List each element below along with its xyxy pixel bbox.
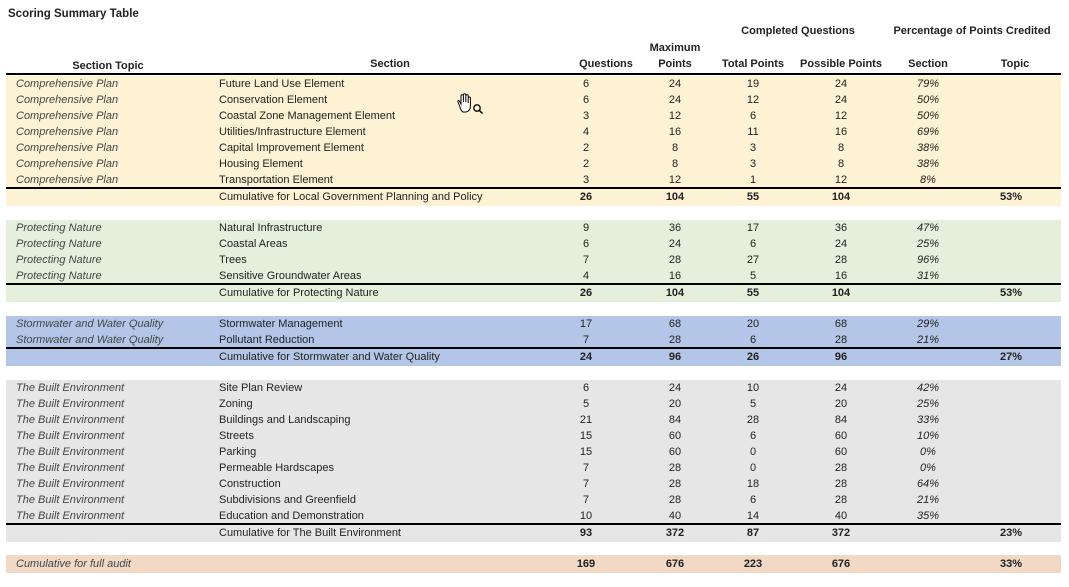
row-total-points: 6 [749,430,757,442]
row-max-points: 12 [668,110,682,122]
table-row [6,76,1061,92]
row-section: Trees [219,254,247,266]
cumulative-total-points: 55 [746,287,760,299]
table-row [6,236,1061,252]
table-title: Scoring Summary Table [8,8,139,20]
row-questions: 6 [582,382,590,394]
row-questions: 6 [582,238,590,250]
row-questions: 7 [582,494,590,506]
table-row [6,172,1061,188]
row-possible-points: 68 [834,318,848,330]
cumulative-total-points: 26 [746,351,760,363]
cumulative-possible-points: 104 [831,191,851,203]
header-maximum: Maximum [649,42,701,54]
row-max-points: 28 [668,494,682,506]
cumulative-label: Cumulative for The Built Environment [219,527,401,539]
header-total-points: Total Points [721,58,785,70]
row-questions: 15 [579,446,593,458]
row-possible-points: 60 [834,446,848,458]
row-possible-points: 24 [834,94,848,106]
cumulative-total-points: 55 [746,191,760,203]
full-audit-max-points: 676 [665,558,685,570]
table-row [6,396,1061,412]
cumulative-row [6,349,1061,365]
row-max-points: 24 [668,238,682,250]
row-max-points: 28 [668,478,682,490]
header-section-topic: Section Topic [72,60,144,72]
row-section-pct: 47% [916,222,940,234]
table-row [6,332,1061,348]
cumulative-questions: 24 [579,351,593,363]
row-section: Streets [219,430,254,442]
cumulative-topic-pct: 53% [999,191,1023,203]
cumulative-max-points: 372 [665,527,685,539]
row-section-pct: 38% [916,158,940,170]
row-section-topic: The Built Environment [16,398,125,410]
row-max-points: 8 [671,158,679,170]
full-audit-topic-pct: 33% [999,558,1023,570]
row-questions: 7 [582,462,590,474]
row-section: Permeable Hardscapes [219,462,334,474]
row-section-topic: The Built Environment [16,462,125,474]
row-max-points: 28 [668,462,682,474]
header-pct-topic: Topic [1000,58,1030,70]
row-max-points: 36 [668,222,682,234]
row-section: Zoning [219,398,253,410]
row-total-points: 14 [746,510,760,522]
row-section-pct: 0% [920,462,936,474]
row-section: Education and Demonstration [219,510,364,522]
row-max-points: 84 [668,414,682,426]
header-rule [6,73,1061,75]
cumulative-topic-pct: 53% [999,287,1023,299]
row-max-points: 24 [668,94,682,106]
table-row [6,380,1061,396]
row-max-points: 24 [668,78,682,90]
row-possible-points: 84 [834,414,848,426]
row-max-points: 16 [668,126,682,138]
row-section-pct: 50% [916,110,940,122]
row-section-topic: Stormwater and Water Quality [16,318,164,330]
cumulative-possible-points: 96 [834,351,848,363]
row-section: Subdivisions and Greenfield [219,494,356,506]
cumulative-possible-points: 372 [831,527,851,539]
row-section: Stormwater Management [219,318,343,330]
row-possible-points: 8 [837,158,845,170]
row-section-topic: Comprehensive Plan [16,158,119,170]
row-section-pct: 0% [920,446,936,458]
row-total-points: 12 [746,94,760,106]
row-max-points: 8 [671,142,679,154]
cumulative-max-points: 104 [665,287,685,299]
row-section-pct: 69% [916,126,940,138]
hand-zoom-cursor-icon [454,93,486,117]
table-row [6,412,1061,428]
row-total-points: 5 [749,398,757,410]
row-total-points: 10 [746,382,760,394]
row-questions: 6 [582,94,590,106]
row-section: Sensitive Groundwater Areas [219,270,362,282]
row-possible-points: 24 [834,238,848,250]
row-section: Site Plan Review [219,382,303,394]
table-row [6,268,1061,284]
row-questions: 4 [582,126,590,138]
table-row [6,124,1061,140]
cumulative-max-points: 104 [665,191,685,203]
table-row [6,428,1061,444]
cumulative-topic-pct: 27% [999,351,1023,363]
row-section: Coastal Zone Management Element [219,110,396,122]
header-percentage-credited: Percentage of Points Credited [893,25,1051,37]
row-questions: 10 [579,510,593,522]
row-max-points: 28 [668,334,682,346]
row-section: Capital Improvement Element [219,142,364,154]
row-section-topic: The Built Environment [16,510,125,522]
row-questions: 17 [579,318,593,330]
row-possible-points: 20 [834,398,848,410]
table-row [6,492,1061,508]
row-total-points: 6 [749,238,757,250]
table-row [6,460,1061,476]
row-total-points: 3 [749,142,757,154]
row-possible-points: 28 [834,478,848,490]
row-total-points: 17 [746,222,760,234]
table-row [6,316,1061,332]
row-section-pct: 25% [916,398,940,410]
row-total-points: 6 [749,334,757,346]
table-row [6,476,1061,492]
row-max-points: 68 [668,318,682,330]
row-section-pct: 21% [916,334,940,346]
cumulative-questions: 26 [579,287,593,299]
row-max-points: 40 [668,510,682,522]
row-total-points: 6 [749,110,757,122]
row-section-topic: The Built Environment [16,478,125,490]
row-section-topic: Comprehensive Plan [16,78,119,90]
row-max-points: 28 [668,254,682,266]
cumulative-label: Cumulative for Stormwater and Water Quality [219,351,440,363]
row-total-points: 6 [749,494,757,506]
row-questions: 21 [579,414,593,426]
row-possible-points: 28 [834,494,848,506]
row-questions: 4 [582,270,590,282]
row-section-pct: 21% [916,494,940,506]
row-max-points: 60 [668,446,682,458]
row-total-points: 27 [746,254,760,266]
row-section: Natural Infrastructure [219,222,323,234]
row-questions: 2 [582,158,590,170]
row-section-topic: Comprehensive Plan [16,126,119,138]
row-section: Future Land Use Element [219,78,345,90]
table-row [6,220,1061,236]
row-section-pct: 25% [916,238,940,250]
row-possible-points: 16 [834,270,848,282]
row-section-topic: Comprehensive Plan [16,94,119,106]
row-section-pct: 35% [916,510,940,522]
row-section: Utilities/Infrastructure Element [219,126,366,138]
row-section-topic: The Built Environment [16,430,125,442]
cumulative-questions: 26 [579,191,593,203]
row-section-topic: Protecting Nature [16,254,102,266]
row-possible-points: 28 [834,334,848,346]
cumulative-possible-points: 104 [831,287,851,299]
header-section: Section [370,58,410,70]
header-possible-points: Possible Points [800,58,882,70]
header-completed-questions: Completed Questions [741,25,855,37]
cumulative-row [6,285,1061,301]
row-section-pct: 96% [916,254,940,266]
row-section-topic: Protecting Nature [16,238,102,250]
row-section-pct: 10% [916,430,940,442]
row-section-pct: 50% [916,94,940,106]
table-row [6,92,1061,108]
table-row [6,156,1061,172]
row-section-topic: The Built Environment [16,494,125,506]
full-audit-label: Cumulative for full audit [16,558,131,570]
row-total-points: 1 [749,174,757,186]
table-row [6,140,1061,156]
table-row [6,108,1061,124]
header-pct-section: Section [908,58,948,70]
cumulative-max-points: 96 [668,351,682,363]
row-max-points: 16 [668,270,682,282]
row-section: Pollutant Reduction [219,334,315,346]
row-section-pct: 64% [916,478,940,490]
row-total-points: 11 [747,126,759,138]
row-section-topic: Protecting Nature [16,222,102,234]
row-possible-points: 24 [834,382,848,394]
row-max-points: 60 [668,430,682,442]
row-questions: 3 [582,174,590,186]
row-section-pct: 31% [916,270,940,282]
row-possible-points: 28 [834,254,848,266]
row-section-topic: The Built Environment [16,446,125,458]
row-max-points: 12 [668,174,682,186]
row-total-points: 28 [746,414,760,426]
row-total-points: 0 [749,462,757,474]
row-total-points: 19 [746,78,760,90]
row-questions: 3 [582,110,590,122]
row-possible-points: 24 [834,78,848,90]
row-possible-points: 12 [834,110,848,122]
row-questions: 7 [582,478,590,490]
row-possible-points: 60 [834,430,848,442]
table-row [6,508,1061,524]
row-section-pct: 38% [916,142,940,154]
row-possible-points: 36 [834,222,848,234]
cumulative-row [6,525,1061,541]
row-section: Transportation Element [219,174,333,186]
row-questions: 7 [582,334,590,346]
row-max-points: 20 [668,398,682,410]
row-section-topic: The Built Environment [16,414,125,426]
full-audit-possible-points: 676 [831,558,851,570]
row-max-points: 24 [668,382,682,394]
row-total-points: 3 [749,158,757,170]
cumulative-label: Cumulative for Local Government Planning and Policy [219,191,483,203]
table-row [6,444,1061,460]
cumulative-row [6,189,1061,205]
row-section: Housing Element [219,158,303,170]
row-section: Buildings and Landscaping [219,414,351,426]
row-possible-points: 16 [834,126,848,138]
row-questions: 5 [582,398,590,410]
row-section: Parking [219,446,257,458]
row-section: Conservation Element [219,94,328,106]
row-total-points: 0 [749,446,757,458]
cumulative-topic-pct: 23% [999,527,1023,539]
header-questions: Questions [579,58,633,70]
row-total-points: 20 [746,318,760,330]
row-section-topic: The Built Environment [16,382,125,394]
row-section-topic: Comprehensive Plan [16,174,119,186]
full-audit-questions: 169 [576,558,596,570]
cumulative-questions: 93 [579,527,593,539]
row-section-topic: Comprehensive Plan [16,142,119,154]
table-row [6,252,1061,268]
row-section: Coastal Areas [219,238,288,250]
row-questions: 15 [579,430,593,442]
row-total-points: 5 [749,270,757,282]
row-section-pct: 33% [916,414,940,426]
full-audit-row [6,556,1061,572]
row-questions: 9 [582,222,590,234]
row-section-topic: Stormwater and Water Quality [16,334,164,346]
row-questions: 2 [582,142,590,154]
row-possible-points: 12 [834,174,848,186]
row-questions: 6 [582,78,590,90]
row-questions: 7 [582,254,590,266]
row-possible-points: 8 [837,142,845,154]
row-section-topic: Protecting Nature [16,270,102,282]
row-section-pct: 42% [916,382,940,394]
cumulative-label: Cumulative for Protecting Nature [219,287,379,299]
row-possible-points: 40 [834,510,848,522]
row-section-pct: 29% [916,318,940,330]
row-section-topic: Comprehensive Plan [16,110,119,122]
cumulative-total-points: 87 [746,527,760,539]
row-section-pct: 8% [920,174,936,186]
header-points: Points [658,58,692,70]
row-section-pct: 79% [916,78,940,90]
row-section: Construction [219,478,281,490]
row-possible-points: 28 [834,462,848,474]
full-audit-total-points: 223 [743,558,763,570]
row-total-points: 18 [746,478,760,490]
